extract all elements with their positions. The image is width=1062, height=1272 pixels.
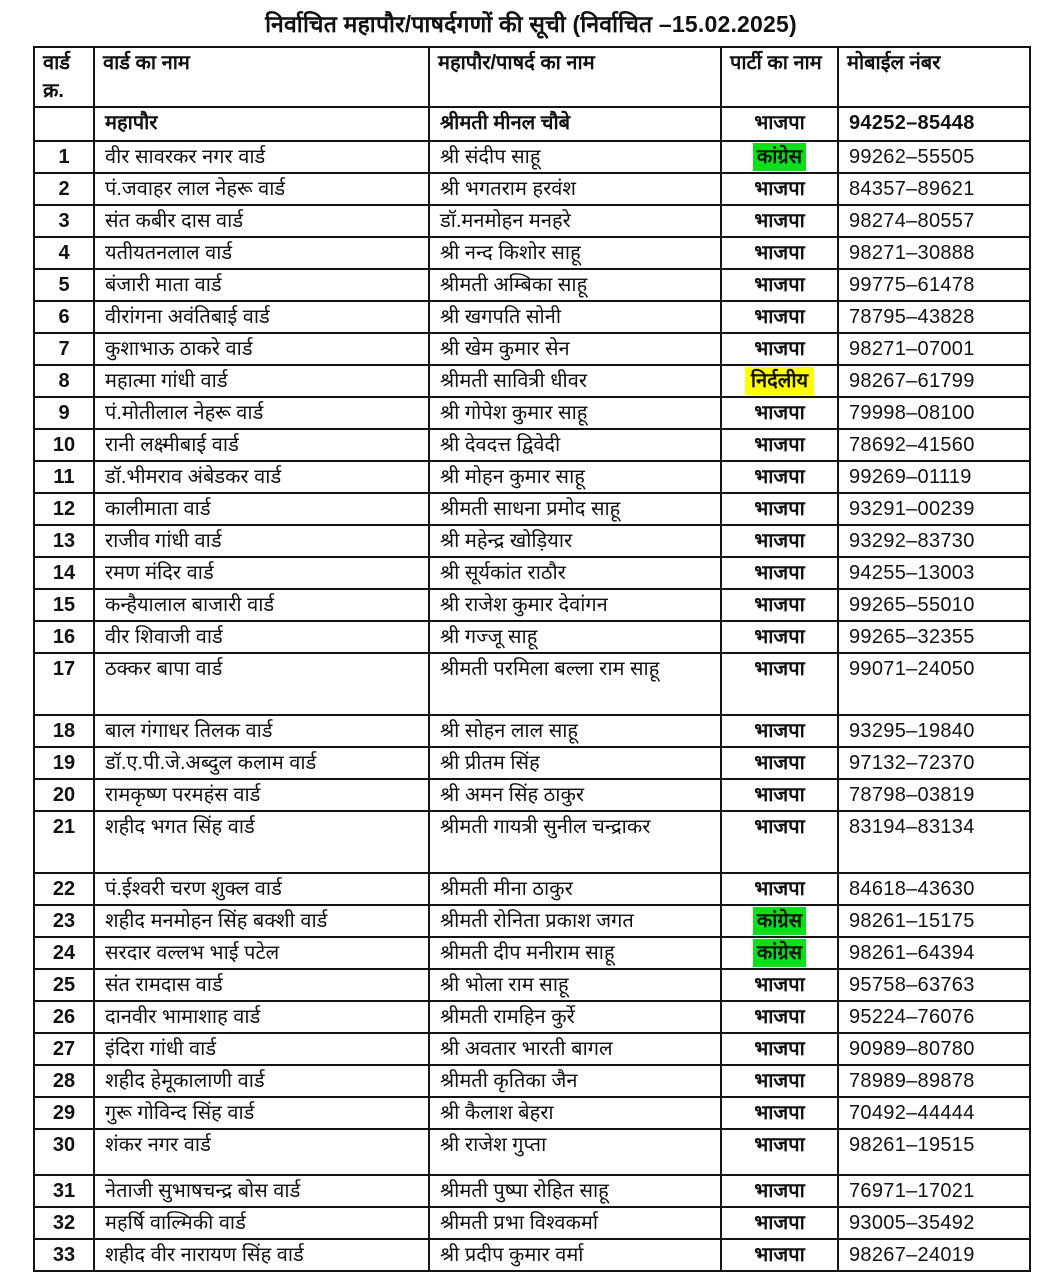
party-label: भाजपा	[754, 274, 805, 296]
ward-name-cell: संत कबीर दास वार्ड	[94, 205, 429, 237]
mobile-number-cell: 98261–64394	[838, 937, 1030, 969]
table-row	[34, 653, 1030, 715]
ward-name-cell: कालीमाता वार्ड	[94, 493, 429, 525]
party-cell	[721, 269, 838, 301]
party-label: कांग्रेस	[753, 939, 806, 967]
mobile-number-cell: 98271–30888	[838, 237, 1030, 269]
party-label: भाजपा	[754, 720, 805, 742]
member-name-cell: श्रीमती पुष्पा रोहित साहू	[429, 1175, 721, 1207]
mobile-number-cell: 95224–76076	[838, 1001, 1030, 1033]
ward-number-cell: 20	[34, 779, 94, 811]
ward-number-cell: 16	[34, 621, 94, 653]
mobile-number-cell: 99269–01119	[838, 461, 1030, 493]
ward-number-cell: 6	[34, 301, 94, 333]
ward-number-cell: 19	[34, 747, 94, 779]
member-name-cell: श्रीमती सावित्री धीवर	[429, 365, 721, 397]
party-label: भाजपा	[754, 402, 805, 424]
member-name-cell: श्री खेम कुमार सेन	[429, 333, 721, 365]
header-ward-number: वार्ड क्र.	[34, 47, 94, 107]
party-cell	[721, 205, 838, 237]
party-cell	[721, 1207, 838, 1239]
ward-name-cell: ठक्कर बापा वार्ड	[94, 653, 429, 715]
ward-number-cell: 9	[34, 397, 94, 429]
member-name-cell: श्री देवदत्त द्विवेदी	[429, 429, 721, 461]
party-cell	[721, 141, 838, 173]
party-cell	[721, 715, 838, 747]
party-label: भाजपा	[754, 112, 805, 134]
mobile-number-cell: 98267–24019	[838, 1239, 1030, 1271]
ward-name-cell: संत रामदास वार्ड	[94, 969, 429, 1001]
member-name-cell: श्री राजेश कुमार देवांगन	[429, 589, 721, 621]
mobile-number-cell: 84618–43630	[838, 873, 1030, 905]
ward-name-cell: वीर शिवाजी वार्ड	[94, 621, 429, 653]
member-name-cell: श्रीमती प्रभा विश्वकर्मा	[429, 1207, 721, 1239]
table-row	[34, 1129, 1030, 1175]
table-row	[34, 237, 1030, 269]
table-row	[34, 333, 1030, 365]
member-name-cell: श्रीमती गायत्री सुनील चन्द्राकर	[429, 811, 721, 873]
mobile-number-cell: 97132–72370	[838, 747, 1030, 779]
party-cell	[721, 653, 838, 715]
member-name-cell: श्री भोला राम साहू	[429, 969, 721, 1001]
mobile-number-cell: 99262–55505	[838, 141, 1030, 173]
member-name-cell: श्रीमती मीना ठाकुर	[429, 873, 721, 905]
ward-number-cell: 2	[34, 173, 94, 205]
ward-number-cell: 27	[34, 1033, 94, 1065]
ward-name-cell: इंदिरा गांधी वार्ड	[94, 1033, 429, 1065]
party-label: कांग्रेस	[753, 907, 806, 935]
party-cell	[721, 493, 838, 525]
header-member-name: महापौर/पाषर्द का नाम	[429, 47, 721, 107]
party-label: भाजपा	[754, 1070, 805, 1092]
table-row	[34, 173, 1030, 205]
ward-name-cell: शहीद भगत सिंह वार्ड	[94, 811, 429, 873]
table-row	[34, 589, 1030, 621]
party-cell	[721, 107, 838, 141]
ward-number-cell: 4	[34, 237, 94, 269]
party-cell	[721, 811, 838, 873]
table-row	[34, 1065, 1030, 1097]
table-row	[34, 1097, 1030, 1129]
ward-number-cell: 26	[34, 1001, 94, 1033]
ward-name-cell: नेताजी सुभाषचन्द्र बोस वार्ड	[94, 1175, 429, 1207]
party-label: भाजपा	[754, 306, 805, 328]
mobile-number-cell: 93005–35492	[838, 1207, 1030, 1239]
member-name-cell: श्रीमती रोनिता प्रकाश जगत	[429, 905, 721, 937]
ward-name-cell: वीरांगना अवंतिबाई वार्ड	[94, 301, 429, 333]
mobile-number-cell: 99265–55010	[838, 589, 1030, 621]
mobile-number-cell: 83194–83134	[838, 811, 1030, 873]
party-cell	[721, 1033, 838, 1065]
party-label: भाजपा	[754, 562, 805, 584]
table-row	[34, 873, 1030, 905]
party-label: भाजपा	[754, 1006, 805, 1028]
ward-name-cell: डॉ.भीमराव अंबेडकर वार्ड	[94, 461, 429, 493]
ward-name-cell: पं.जवाहर लाल नेहरू वार्ड	[94, 173, 429, 205]
ward-name-cell: सरदार वल्लभ भाई पटेल	[94, 937, 429, 969]
ward-number-cell: 15	[34, 589, 94, 621]
party-label: भाजपा	[754, 466, 805, 488]
ward-number-cell: 24	[34, 937, 94, 969]
table-row	[34, 107, 1030, 141]
mobile-number-cell: 98261–19515	[838, 1129, 1030, 1175]
ward-number-cell	[34, 107, 94, 141]
table-row	[34, 715, 1030, 747]
mobile-number-cell: 76971–17021	[838, 1175, 1030, 1207]
mobile-number-cell: 98271–07001	[838, 333, 1030, 365]
party-cell	[721, 173, 838, 205]
mobile-number-cell: 79998–08100	[838, 397, 1030, 429]
party-label: भाजपा	[754, 498, 805, 520]
party-label: भाजपा	[754, 816, 805, 838]
member-name-cell: श्रीमती साधना प्रमोद साहू	[429, 493, 721, 525]
table-row	[34, 301, 1030, 333]
mobile-number-cell: 93295–19840	[838, 715, 1030, 747]
header-mobile-number: मोबाईल नंबर	[838, 47, 1030, 107]
table-row	[34, 1207, 1030, 1239]
party-label: भाजपा	[754, 434, 805, 456]
table-row	[34, 365, 1030, 397]
member-name-cell: श्रीमती कृतिका जैन	[429, 1065, 721, 1097]
ward-name-cell: दानवीर भामाशाह वार्ड	[94, 1001, 429, 1033]
party-cell	[721, 333, 838, 365]
mobile-number-cell: 99265–32355	[838, 621, 1030, 653]
ward-number-cell: 31	[34, 1175, 94, 1207]
ward-number-cell: 21	[34, 811, 94, 873]
ward-number-cell: 7	[34, 333, 94, 365]
ward-name-cell: महर्षि वाल्मिकी वार्ड	[94, 1207, 429, 1239]
member-name-cell: श्री प्रीतम सिंह	[429, 747, 721, 779]
party-cell	[721, 1065, 838, 1097]
party-cell	[721, 1175, 838, 1207]
party-label: भाजपा	[754, 1102, 805, 1124]
table-row	[34, 205, 1030, 237]
party-cell	[721, 779, 838, 811]
party-label: भाजपा	[754, 1038, 805, 1060]
member-name-cell: श्री कैलाश बेहरा	[429, 1097, 721, 1129]
party-cell	[721, 621, 838, 653]
table-row	[34, 1239, 1030, 1271]
table-row	[34, 969, 1030, 1001]
mobile-number-cell: 99071–24050	[838, 653, 1030, 715]
member-name-cell: श्री प्रदीप कुमार वर्मा	[429, 1239, 721, 1271]
party-cell	[721, 747, 838, 779]
party-cell	[721, 557, 838, 589]
party-cell	[721, 365, 838, 397]
party-cell	[721, 301, 838, 333]
table-row	[34, 905, 1030, 937]
member-name-cell: श्री नन्द किशोर साहू	[429, 237, 721, 269]
ward-number-cell: 11	[34, 461, 94, 493]
party-label: भाजपा	[754, 594, 805, 616]
member-name-cell: श्री अवतार भारती बागल	[429, 1033, 721, 1065]
ward-number-cell: 1	[34, 141, 94, 173]
mobile-number-cell: 98261–15175	[838, 905, 1030, 937]
mobile-number-cell: 78989–89878	[838, 1065, 1030, 1097]
mobile-number-cell: 99775–61478	[838, 269, 1030, 301]
party-cell	[721, 937, 838, 969]
party-cell	[721, 237, 838, 269]
member-name-cell: श्री सूर्यकांत राठौर	[429, 557, 721, 589]
mobile-number-cell: 78692–41560	[838, 429, 1030, 461]
member-name-cell: डॉ.मनमोहन मनहरे	[429, 205, 721, 237]
party-cell	[721, 873, 838, 905]
party-cell	[721, 525, 838, 557]
member-name-cell: श्रीमती रामहिन कुर्रे	[429, 1001, 721, 1033]
party-cell	[721, 429, 838, 461]
party-cell	[721, 461, 838, 493]
member-name-cell: श्री मोहन कुमार साहू	[429, 461, 721, 493]
member-name-cell: श्री गज्जू साहू	[429, 621, 721, 653]
party-label: भाजपा	[754, 1244, 805, 1266]
table-row	[34, 269, 1030, 301]
member-name-cell: श्री अमन सिंह ठाकुर	[429, 779, 721, 811]
mobile-number-cell: 70492–44444	[838, 1097, 1030, 1129]
party-cell	[721, 905, 838, 937]
member-name-cell: श्री भगतराम हरवंश	[429, 173, 721, 205]
table-row	[34, 937, 1030, 969]
mobile-number-cell: 94255–13003	[838, 557, 1030, 589]
ward-name-cell: कन्हैयालाल बाजारी वार्ड	[94, 589, 429, 621]
ward-number-cell: 32	[34, 1207, 94, 1239]
member-name-cell: श्री संदीप साहू	[429, 141, 721, 173]
ward-name-cell: कुशाभाऊ ठाकरे वार्ड	[94, 333, 429, 365]
mobile-number-cell: 93292–83730	[838, 525, 1030, 557]
party-label: भाजपा	[754, 626, 805, 648]
ward-name-cell: शहीद मनमोहन सिंह बक्शी वार्ड	[94, 905, 429, 937]
ward-name-cell: रमण मंदिर वार्ड	[94, 557, 429, 589]
mobile-number-cell: 94252–85448	[838, 107, 1030, 141]
member-name-cell: श्री महेन्द्र खोड़ियार	[429, 525, 721, 557]
ward-number-cell: 13	[34, 525, 94, 557]
ward-name-cell: बाल गंगाधर तिलक वार्ड	[94, 715, 429, 747]
party-cell	[721, 1129, 838, 1175]
ward-name-cell: शंकर नगर वार्ड	[94, 1129, 429, 1175]
party-label: भाजपा	[754, 178, 805, 200]
table-row	[34, 621, 1030, 653]
party-cell	[721, 397, 838, 429]
ward-number-cell: 18	[34, 715, 94, 747]
table-body	[34, 107, 1030, 1271]
party-label: निर्दलीय	[745, 367, 814, 395]
party-label: भाजपा	[754, 530, 805, 552]
header-party-name: पार्टी का नाम	[721, 47, 838, 107]
party-cell	[721, 1001, 838, 1033]
ward-name-cell: महापौर	[94, 107, 429, 141]
ward-name-cell: बंजारी माता वार्ड	[94, 269, 429, 301]
member-name-cell: श्रीमती मीनल चौबे	[429, 107, 721, 141]
party-label: भाजपा	[754, 1134, 805, 1156]
ward-number-cell: 12	[34, 493, 94, 525]
ward-name-cell: शहीद वीर नारायण सिंह वार्ड	[94, 1239, 429, 1271]
ward-name-cell: रामकृष्ण परमहंस वार्ड	[94, 779, 429, 811]
mobile-number-cell: 98267–61799	[838, 365, 1030, 397]
party-label: भाजपा	[754, 784, 805, 806]
party-label: भाजपा	[754, 658, 805, 680]
ward-number-cell: 3	[34, 205, 94, 237]
ward-number-cell: 33	[34, 1239, 94, 1271]
member-name-cell: श्रीमती दीप मनीराम साहू	[429, 937, 721, 969]
party-cell	[721, 1239, 838, 1271]
ward-number-cell: 5	[34, 269, 94, 301]
party-label: भाजपा	[754, 338, 805, 360]
mobile-number-cell: 78798–03819	[838, 779, 1030, 811]
ward-number-cell: 30	[34, 1129, 94, 1175]
party-label: भाजपा	[754, 752, 805, 774]
councillor-table	[33, 46, 1031, 1272]
ward-number-cell: 29	[34, 1097, 94, 1129]
ward-name-cell: यतीयतनलाल वार्ड	[94, 237, 429, 269]
mobile-number-cell: 95758–63763	[838, 969, 1030, 1001]
party-label: भाजपा	[754, 1180, 805, 1202]
party-cell	[721, 1097, 838, 1129]
member-name-cell: श्री सोहन लाल साहू	[429, 715, 721, 747]
party-label: भाजपा	[754, 1212, 805, 1234]
ward-number-cell: 10	[34, 429, 94, 461]
table-row	[34, 141, 1030, 173]
member-name-cell: श्री राजेश गुप्ता	[429, 1129, 721, 1175]
party-label: कांग्रेस	[753, 143, 806, 171]
mobile-number-cell: 98274–80557	[838, 205, 1030, 237]
member-name-cell: श्रीमती अम्बिका साहू	[429, 269, 721, 301]
table-row	[34, 1033, 1030, 1065]
ward-number-cell: 25	[34, 969, 94, 1001]
ward-name-cell: महात्मा गांधी वार्ड	[94, 365, 429, 397]
party-label: भाजपा	[754, 974, 805, 996]
member-name-cell: श्री खगपति सोनी	[429, 301, 721, 333]
ward-number-cell: 17	[34, 653, 94, 715]
party-label: भाजपा	[754, 210, 805, 232]
table-header-row	[34, 47, 1030, 107]
mobile-number-cell: 93291–00239	[838, 493, 1030, 525]
mobile-number-cell: 84357–89621	[838, 173, 1030, 205]
member-name-cell: श्रीमती परमिला बल्ला राम साहू	[429, 653, 721, 715]
ward-number-cell: 28	[34, 1065, 94, 1097]
table-row	[34, 429, 1030, 461]
table-row	[34, 557, 1030, 589]
header-ward-name: वार्ड का नाम	[94, 47, 429, 107]
ward-name-cell: वीर सावरकर नगर वार्ड	[94, 141, 429, 173]
table-row	[34, 493, 1030, 525]
table-row	[34, 747, 1030, 779]
ward-name-cell: रानी लक्ष्मीबाई वार्ड	[94, 429, 429, 461]
ward-number-cell: 22	[34, 873, 94, 905]
party-cell	[721, 969, 838, 1001]
table-row	[34, 525, 1030, 557]
table-row	[34, 1001, 1030, 1033]
member-name-cell: श्री गोपेश कुमार साहू	[429, 397, 721, 429]
ward-name-cell: गुरू गोविन्द सिंह वार्ड	[94, 1097, 429, 1129]
ward-number-cell: 8	[34, 365, 94, 397]
mobile-number-cell: 78795–43828	[838, 301, 1030, 333]
mobile-number-cell: 90989–80780	[838, 1033, 1030, 1065]
party-label: भाजपा	[754, 242, 805, 264]
ward-name-cell: पं.ईश्वरी चरण शुक्ल वार्ड	[94, 873, 429, 905]
ward-name-cell: शहीद हेमूकालाणी वार्ड	[94, 1065, 429, 1097]
table-row	[34, 1175, 1030, 1207]
ward-name-cell: डॉ.ए.पी.जे.अब्दुल कलाम वार्ड	[94, 747, 429, 779]
table-row	[34, 397, 1030, 429]
ward-number-cell: 23	[34, 905, 94, 937]
table-row	[34, 461, 1030, 493]
ward-name-cell: पं.मोतीलाल नेहरू वार्ड	[94, 397, 429, 429]
table-row	[34, 779, 1030, 811]
party-label: भाजपा	[754, 878, 805, 900]
ward-name-cell: राजीव गांधी वार्ड	[94, 525, 429, 557]
table-row	[34, 811, 1030, 873]
party-cell	[721, 589, 838, 621]
page-title: निर्वाचित महापौर/पाषर्दगणों की सूची (निर्वाचित –15.02.2025)	[265, 11, 797, 37]
ward-number-cell: 14	[34, 557, 94, 589]
